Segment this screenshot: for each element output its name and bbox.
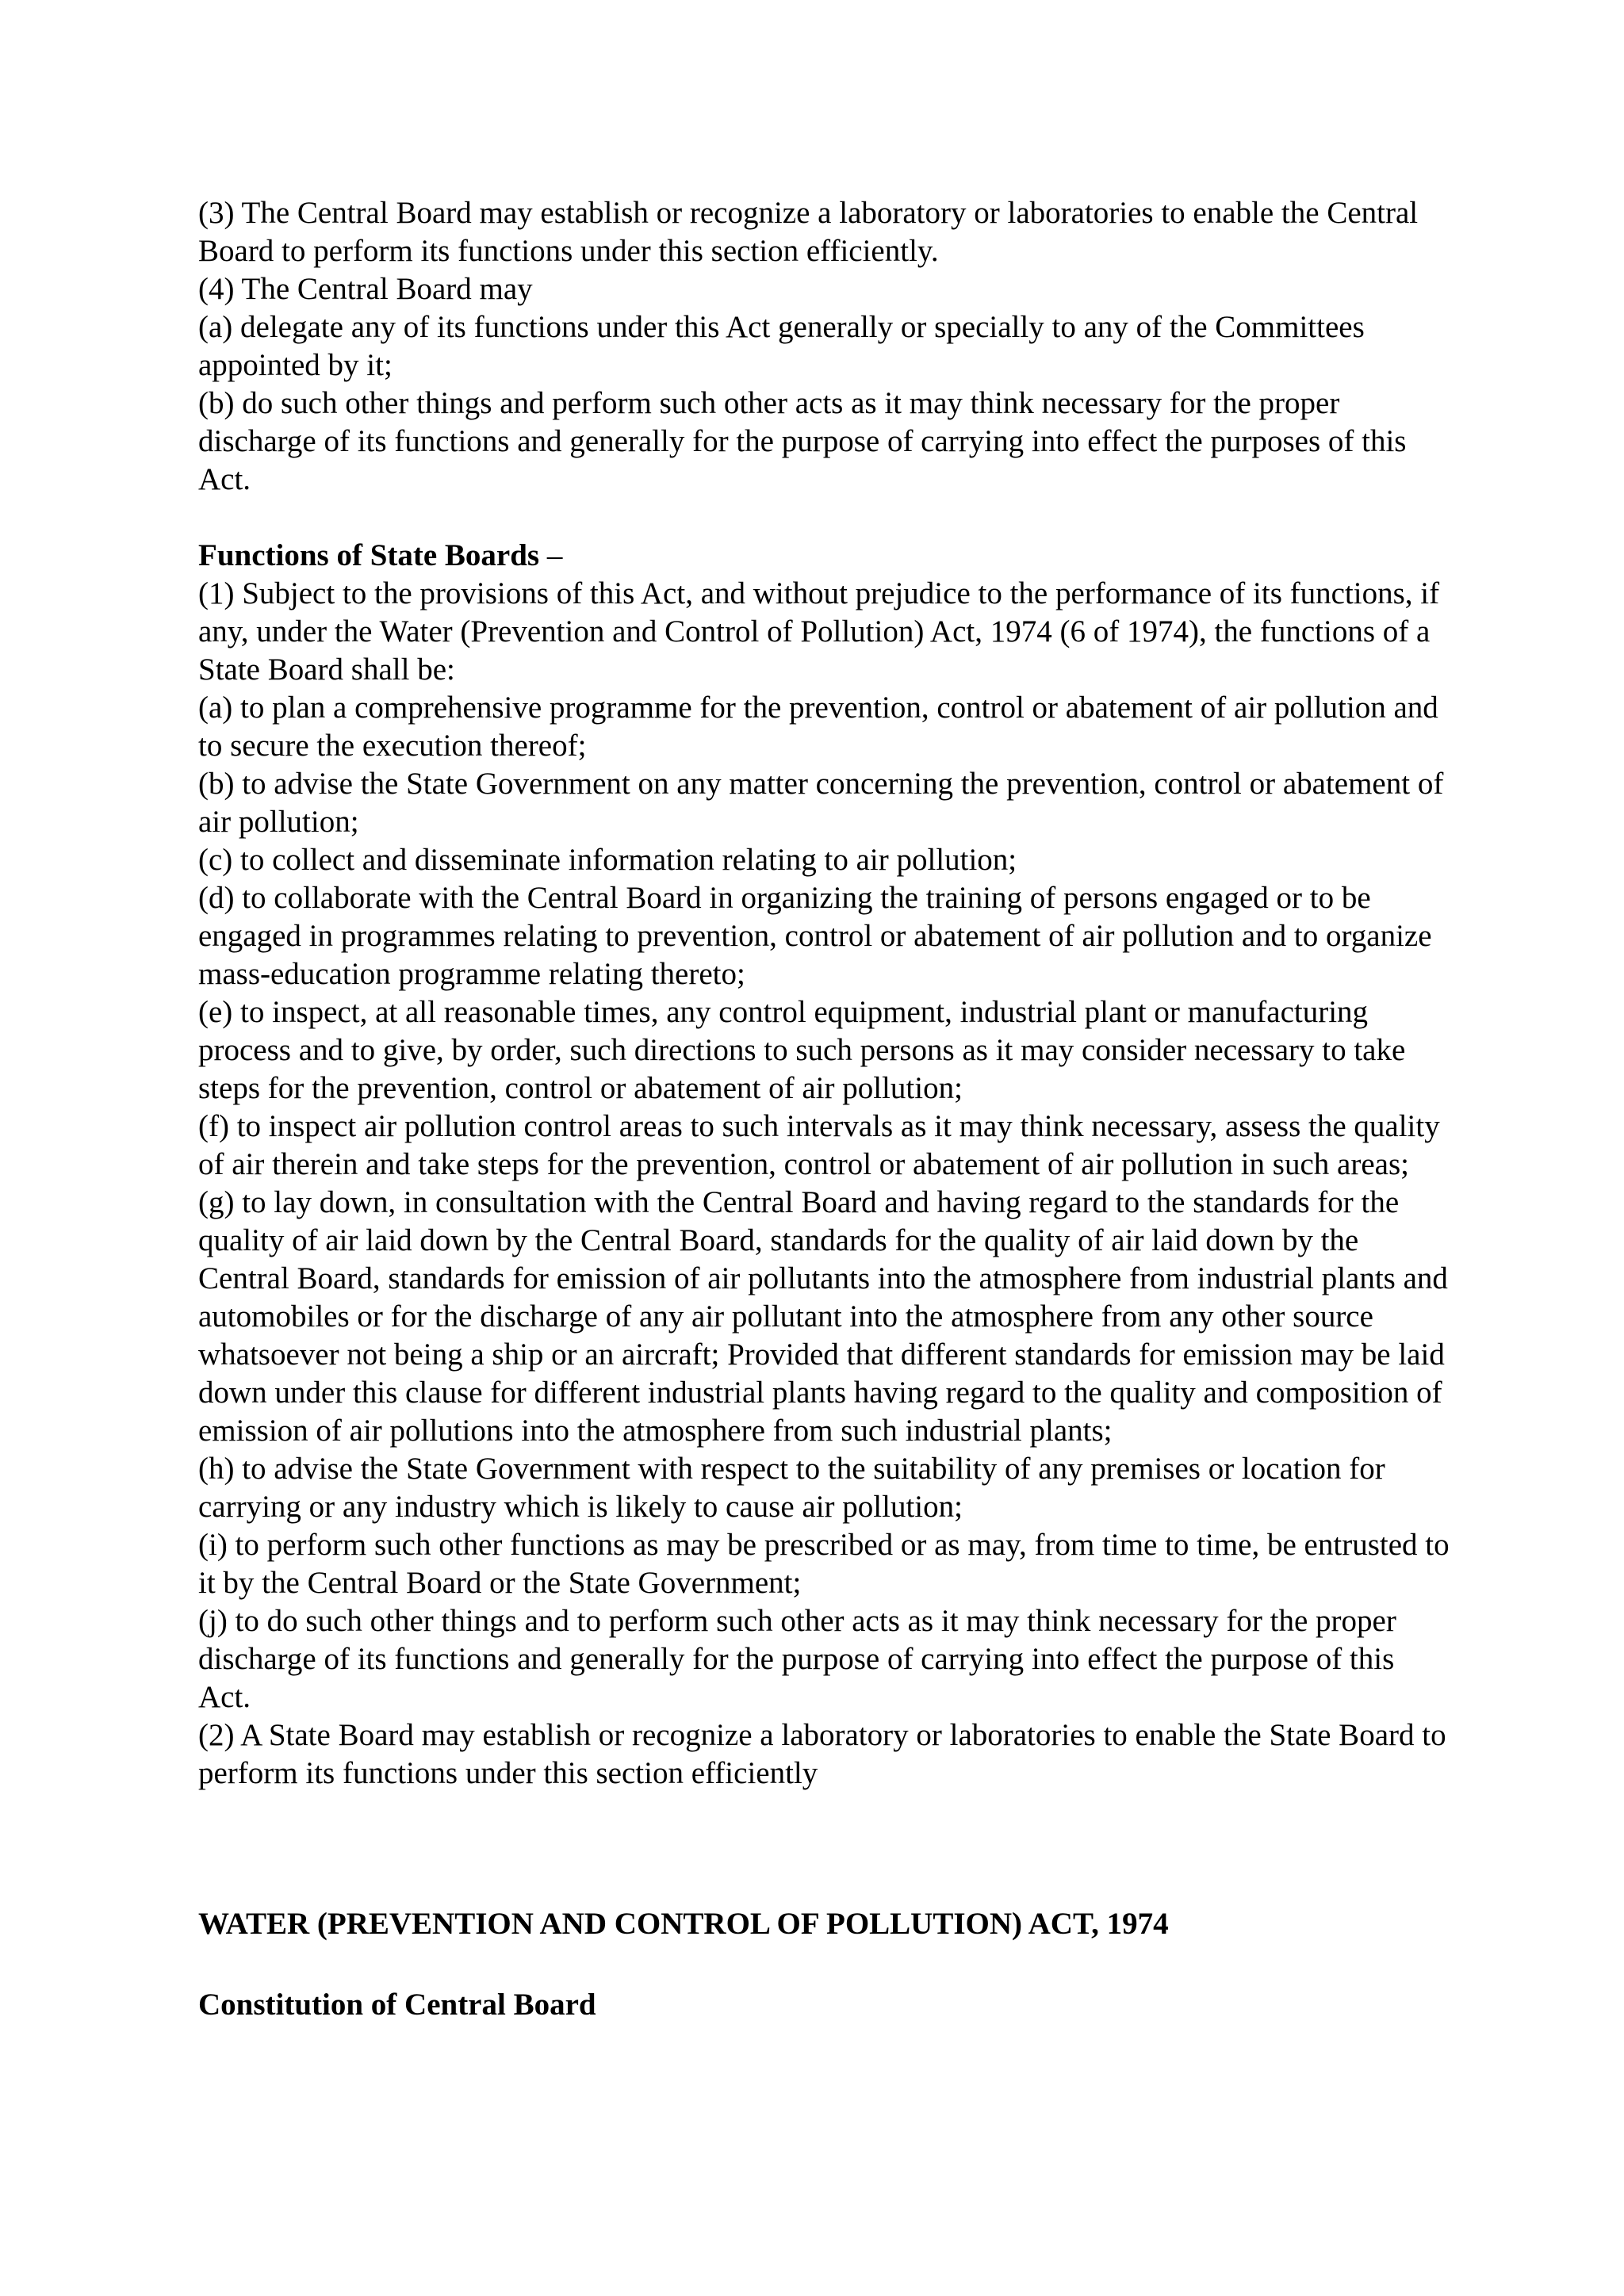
paragraph: (j) to do such other things and to perform such other acts as it may think necessary for the proper discharge of its functions and generally for the purpose of carrying into effect the purpose of this Act. — [198, 1604, 1396, 1714]
paragraph: (a) delegate any of its functions under this Act generally or specially to any of the Committees appointed by it; — [198, 310, 1365, 382]
spacer — [198, 1943, 1451, 1986]
paragraph: (b) do such other things and perform such other acts as it may think necessary for the proper discharge of its functions and generally for the purpose of carrying into effect the purposes of this Act. — [198, 386, 1407, 496]
paragraph: (4) The Central Board may — [198, 272, 533, 306]
paragraph: (i) to perform such other functions as may be prescribed or as may, from time to time, be entrusted to it by the Central Board or the State Government; — [198, 1528, 1450, 1600]
subheading: Constitution of Central Board — [198, 1988, 596, 2022]
paragraph: (c) to collect and disseminate information relating to air pollution; — [198, 843, 1017, 877]
paragraph: (b) to advise the State Government on any matter concerning the prevention, control or abatement of air pollution; — [198, 767, 1444, 839]
paragraph: (1) Subject to the provisions of this Act, and without prejudice to the performance of its functions, if any, under the Water (Prevention and Control of Pollution) Act, 1974 (6 of 1974), the functions of a State Board shall be: — [198, 576, 1440, 687]
paragraph: (3) The Central Board may establish or recognize a laboratory or laboratories to enable the Central Board to perform its functions under this section efficiently. — [198, 196, 1419, 268]
section-heading-text: Functions of State Boards — [198, 538, 540, 572]
paragraph: (g) to lay down, in consultation with the Central Board and having regard to the standards for the quality of air laid down by the Central Board, standards for the quality of air laid down by the Central Board, standards for emission of air pollutants into the atmosphere from industrial plants and automobiles or for the discharge of any air pollutant into the atmosphere from any other source whatsoever not being a ship or an aircraft; Provided that different standards for emission may be laid down under this clause for different industrial plants having regard to the quality and composition of emission of air pollutions into the atmosphere from such industrial plants; — [198, 1185, 1448, 1448]
paragraph: (f) to inspect air pollution control areas to such intervals as it may think necessary, assess the quality of air therein and take steps for the prevention, control or abatement of air pollution in such areas; — [198, 1109, 1440, 1181]
act-title: WATER (PREVENTION AND CONTROL OF POLLUTION) ACT, 1974 — [198, 1907, 1169, 1941]
central-board-continuation — [198, 194, 1451, 499]
paragraph: (d) to collaborate with the Central Board in organizing the training of persons engaged or to be engaged in programmes relating to prevention, control or abatement of air pollution and to organize mass-education programme relating thereto; — [198, 881, 1432, 991]
paragraph: (a) to plan a comprehensive programme for the prevention, control or abatement of air pollution and to secure the execution thereof; — [198, 691, 1438, 763]
paragraph: (e) to inspect, at all reasonable times, any control equipment, industrial plant or manufacturing process and to give, by order, such directions to such persons as it may consider necessary to take steps for the prevention, control or abatement of air pollution; — [198, 995, 1406, 1105]
document-page — [198, 194, 1451, 2024]
state-boards-section — [198, 537, 1451, 1793]
section-heading-dash: – — [539, 538, 563, 572]
spacer — [198, 1793, 1451, 1905]
section-heading — [198, 537, 1451, 575]
paragraph: (h) to advise the State Government with respect to the suitability of any premises or location for carrying or any industry which is likely to cause air pollution; — [198, 1452, 1385, 1524]
paragraph: (2) A State Board may establish or recognize a laboratory or laboratories to enable the State Board to perform its functions under this section efficiently — [198, 1718, 1446, 1790]
spacer — [198, 499, 1451, 537]
